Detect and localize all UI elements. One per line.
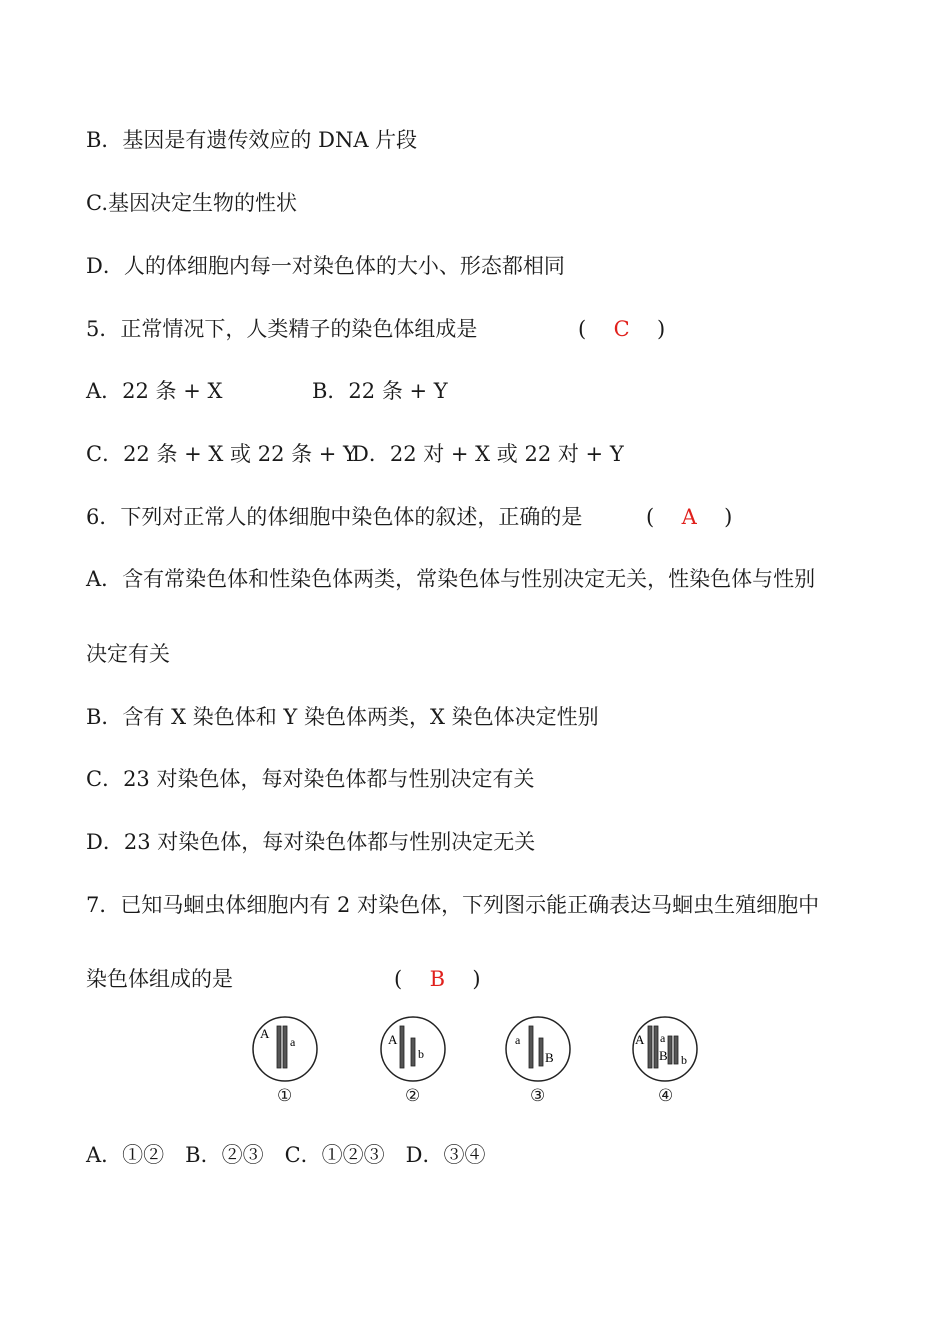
question-7-options: A．①② B．②③ C．①②③ D．③④ [86, 1143, 486, 1167]
option-5b: B．22 条 + Y [312, 379, 448, 403]
answer-6-value: A [681, 505, 697, 529]
cell-diagram-2 [378, 1014, 448, 1084]
gene-label: B [659, 1048, 668, 1063]
chromosome-bar [648, 1026, 652, 1068]
gene-label: b [681, 1053, 687, 1067]
paren-open: ( [646, 505, 655, 529]
chromosome-bar [411, 1038, 415, 1066]
cell-diagram-3 [503, 1014, 573, 1084]
paren-close: ) [657, 317, 666, 341]
gene-label: A [635, 1032, 645, 1047]
paren-close: ) [472, 967, 481, 991]
answer-7-value: B [429, 967, 446, 991]
gene-label: a [290, 1035, 296, 1049]
gene-label: b [418, 1047, 424, 1061]
gene-label: a [515, 1033, 521, 1047]
answer-5 [578, 315, 665, 343]
option-4c: C.基因决定生物的性状 [86, 191, 297, 215]
gene-label: A [260, 1026, 270, 1041]
option-5d: D．22 对 + X 或 22 对 + Y [352, 442, 624, 466]
cell-diagram-1 [250, 1014, 320, 1084]
question-7-stem-line2: 染色体组成的是 [86, 967, 233, 991]
answer-5-value: C [613, 317, 630, 341]
chromosome-bar [674, 1036, 678, 1064]
figure-label-4: ④ [658, 1086, 674, 1106]
chromosome-bar [400, 1026, 404, 1068]
question-7-stem-line1: 7．已知马蛔虫体细胞内有 2 对染色体，下列图示能正确表达马蛔虫生殖细胞中 [86, 893, 820, 917]
chromosome-bar [277, 1026, 281, 1068]
chromosome-bar [539, 1038, 543, 1066]
figure-label-2: ② [405, 1086, 421, 1106]
paren-open: ( [394, 967, 403, 991]
question-5-stem: 5．正常情况下，人类精子的染色体组成是 [86, 317, 478, 341]
paren-open: ( [578, 317, 587, 341]
option-6d: D．23 对染色体，每对染色体都与性别决定无关 [86, 830, 536, 854]
option-6a-line2: 决定有关 [86, 642, 170, 666]
answer-7 [394, 965, 481, 993]
option-5c: C．22 条 + X 或 22 条 + Y [86, 442, 357, 466]
chromosome-bar [668, 1036, 672, 1064]
chromosome-bar [283, 1026, 287, 1068]
option-5a: A．22 条 + X [86, 379, 223, 403]
figure-label-3: ③ [530, 1086, 546, 1106]
answer-6 [646, 503, 732, 531]
gene-label: B [545, 1050, 554, 1065]
option-6a-line1: A．含有常染色体和性染色体两类，常染色体与性别决定无关，性染色体与性别 [86, 567, 816, 591]
gene-label: A [388, 1032, 398, 1047]
option-6c: C．23 对染色体，每对染色体都与性别决定有关 [86, 767, 535, 791]
chromosome-bar [654, 1026, 658, 1068]
question-6-stem: 6．下列对正常人的体细胞中染色体的叙述，正确的是 [86, 505, 583, 529]
option-4d: D．人的体细胞内每一对染色体的大小、形态都相同 [86, 254, 565, 278]
cell-diagram-4 [630, 1014, 700, 1084]
chromosome-bar [529, 1026, 533, 1068]
paren-close: ) [724, 505, 733, 529]
option-6b: B．含有 X 染色体和 Y 染色体两类，X 染色体决定性别 [86, 705, 599, 729]
option-4b: B．基因是有遗传效应的 DNA 片段 [86, 128, 418, 152]
figure-label-1: ① [277, 1086, 293, 1106]
gene-label: a [660, 1031, 666, 1045]
